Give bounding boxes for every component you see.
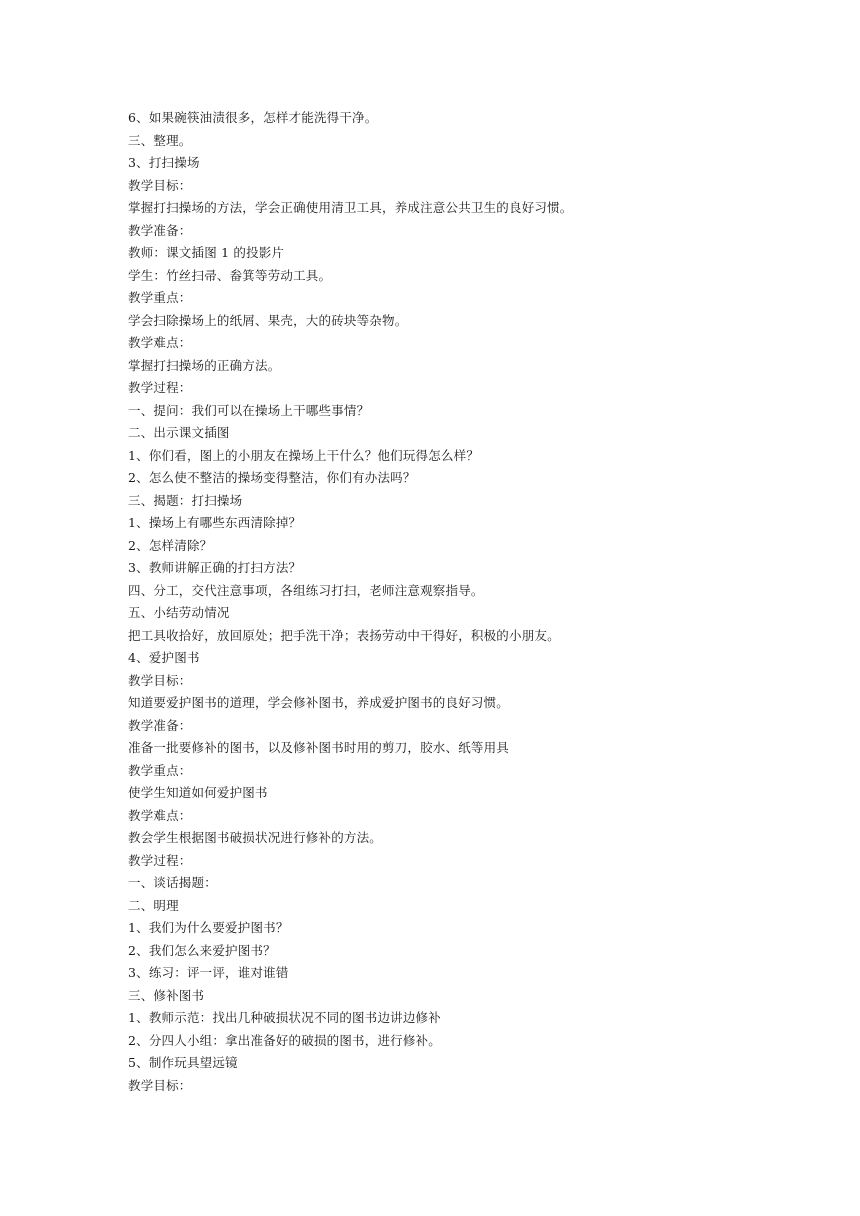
text-line: 6、如果碗筷油渍很多，怎样才能洗得干净。 [128,110,378,125]
text-line: 一、谈话揭题： [128,875,217,890]
text-line: 二、明理 [128,897,179,913]
subheading: 教学准备： [128,222,192,238]
text-line: 掌握打扫操场的方法，学会正确使用清卫工具，养成注意公共卫生的良好习惯。 [128,200,573,215]
subheading: 教学目标： [128,177,192,193]
text-line: 教会学生根据图书破损状况进行修补的方法。 [128,830,383,845]
text-line: 2、分四人小组：拿出准备好的破损的图书，进行修补。 [128,1032,441,1048]
text-line: 三、修补图书 [128,987,205,1003]
lesson-title: 5、制作玩具望远镜 [128,1055,238,1070]
subheading: 教学过程： [128,380,192,395]
lesson-title: 3、打扫操场 [128,155,200,170]
subheading: 教学难点： [128,335,192,350]
text-line: 3、教师讲解正确的打扫方法？ [128,560,302,575]
text-line: 把工具收拾好，放回原处；把手洗干净；表扬劳动中干得好，积极的小朋友。 [128,627,560,643]
text-line: 1、我们为什么要爱护图书？ [128,920,289,935]
text-line: 一、提问：我们可以在操场上干哪些事情？ [128,402,370,418]
subheading: 教学过程： [128,852,192,868]
subheading: 教学重点： [128,762,192,778]
text-line: 学会扫除操场上的纸屑、果壳，大的砖块等杂物。 [128,312,408,328]
subheading: 教学目标： [128,672,192,688]
subheading: 教学难点： [128,807,192,823]
text-line: 2、怎样清除？ [128,537,213,553]
text-line: 二、出示课文插图 [128,425,230,440]
text-line: 四、分工，交代注意事项，各组练习打扫，老师注意观察指导。 [128,582,484,598]
text-line: 五、小结劳动情况 [128,605,230,620]
subheading: 教学重点： [128,290,192,305]
subheading: 教学目标： [128,1077,192,1093]
text-line: 掌握打扫操场的正确方法。 [128,357,281,373]
document-body [128,107,768,1097]
text-line: 1、你们看，图上的小朋友在操场上干什么？他们玩得怎么样？ [128,447,480,463]
text-line: 1、教师示范：找出几种破损状况不同的图书边讲边修补 [128,1010,441,1025]
text-line: 使学生知道如何爱护图书 [128,785,268,800]
text-line: 准备一批要修补的图书，以及修补图书时用的剪刀，胶水、纸等用具 [128,740,510,755]
text-line: 三、揭题：打扫操场 [128,492,243,508]
text-line: 3、练习：评一评，谁对谁错 [128,965,289,980]
section-heading: 三、整理。 [128,132,192,148]
text-line: 2、怎么使不整洁的操场变得整洁，你们有办法吗？ [128,470,416,485]
text-line: 1、操场上有哪些东西清除掉？ [128,515,302,530]
text-line: 学生：竹丝扫帚、畚箕等劳动工具。 [128,267,332,283]
text-line: 教师：课文插图 1 的投影片 [128,245,285,260]
subheading: 教学准备： [128,717,192,733]
lesson-title: 4、爱护图书 [128,650,200,665]
text-line: 2、我们怎么来爱护图书？ [128,942,276,958]
text-line: 知道要爱护图书的道理，学会修补图书，养成爱护图书的良好习惯。 [128,695,510,710]
